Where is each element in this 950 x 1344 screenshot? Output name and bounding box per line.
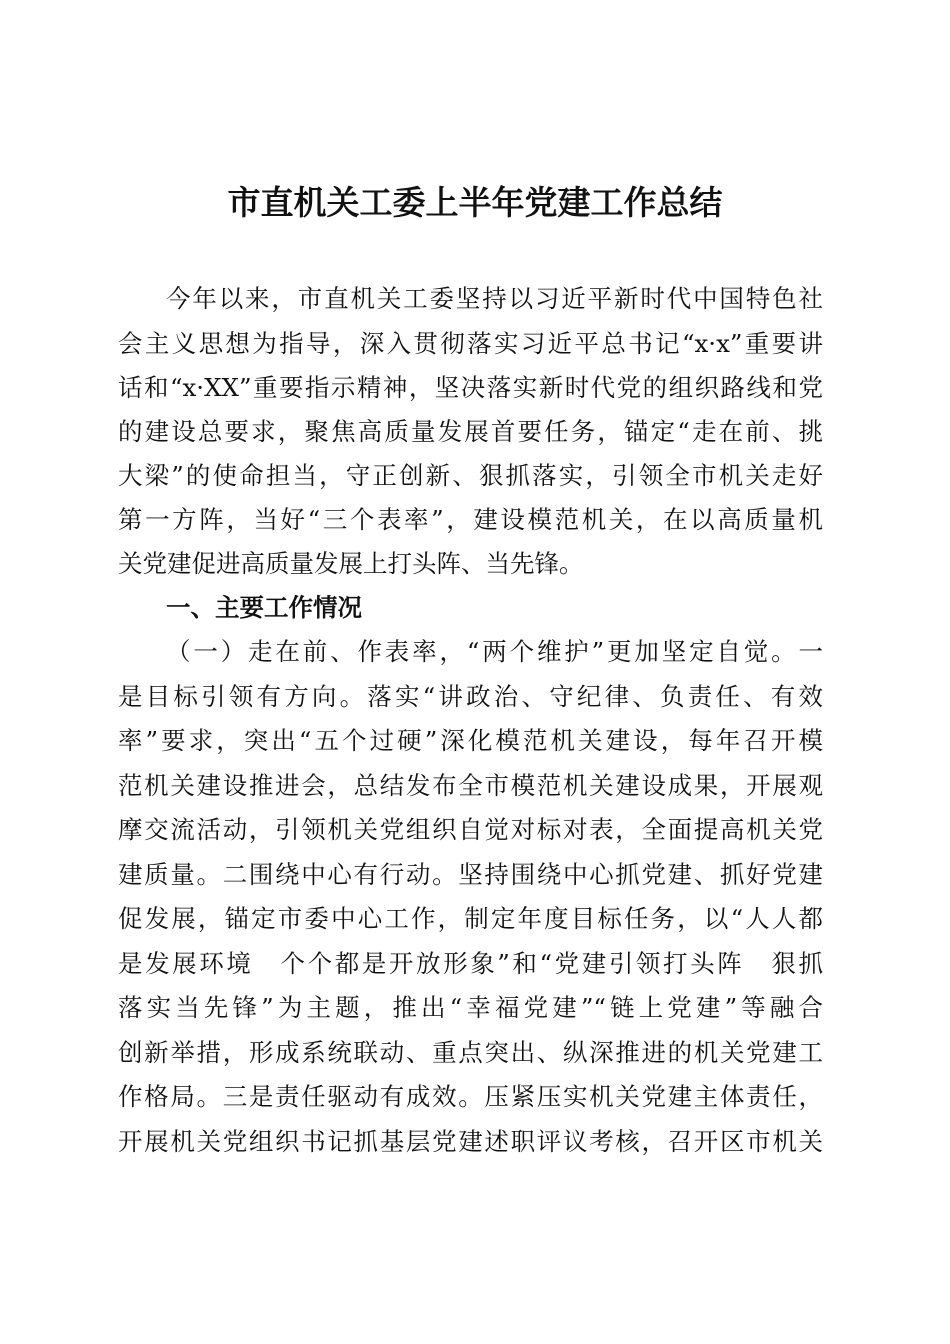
section-heading: 一、主要工作情况 bbox=[166, 593, 362, 622]
body-line: 摩交流活动，引领机关党组织自觉对标对表，全面提高机关党 bbox=[118, 815, 823, 844]
body-line: （一）走在前、作表率，“两个维护”更加坚定自觉。一 bbox=[166, 637, 823, 666]
body-line: 创新举措，形成系统联动、重点突出、纵深推进的机关党建工 bbox=[118, 1038, 823, 1067]
intro-line: 的建设总要求，聚焦高质量发展首要任务，锚定“走在前、挑 bbox=[118, 417, 823, 446]
intro-line: 会主义思想为指导，深入贯彻落实习近平总书记“x·x”重要讲 bbox=[118, 329, 823, 358]
body-line: 作格局。三是责任驱动有成效。压紧压实机关党建主体责任， bbox=[118, 1082, 823, 1111]
body-line: 率”要求，突出“五个过硬”深化模范机关建设，每年召开模 bbox=[118, 726, 823, 755]
body-line: 开展机关党组织书记抓基层党建述职评议考核，召开区市机关 bbox=[118, 1127, 823, 1156]
body-line: 范机关建设推进会，总结发布全市模范机关建设成果，开展观 bbox=[118, 771, 823, 800]
intro-line: 第一方阵，当好“三个表率”，建设模范机关，在以高质量机 bbox=[118, 505, 823, 534]
intro-line: 关党建促进高质量发展上打头阵、当先锋。 bbox=[118, 549, 584, 578]
body-line: 促发展，锚定市委中心工作，制定年度目标任务，以“人人都 bbox=[118, 904, 823, 933]
body-line: 建质量。二围绕中心有行动。坚持围绕中心抓党建、抓好党建 bbox=[118, 860, 823, 889]
body-line: 落实当先锋”为主题，推出“幸福党建”“链上党建”等融合 bbox=[118, 993, 823, 1022]
intro-line: 今年以来，市直机关工委坚持以习近平新时代中国特色社 bbox=[166, 284, 823, 313]
body-line: 是发展环境 个个都是开放形象”和“党建引领打头阵 狠抓 bbox=[118, 949, 823, 978]
body-line: 是目标引领有方向。落实“讲政治、守纪律、负责任、有效 bbox=[118, 682, 823, 711]
document-title: 市直机关工委上半年党建工作总结 bbox=[227, 183, 723, 222]
intro-line: 话和“x·XX”重要指示精神，坚决落实新时代党的组织路线和党 bbox=[118, 373, 823, 402]
intro-line: 大梁”的使命担当，守正创新、狠抓落实，引领全市机关走好 bbox=[118, 461, 823, 490]
